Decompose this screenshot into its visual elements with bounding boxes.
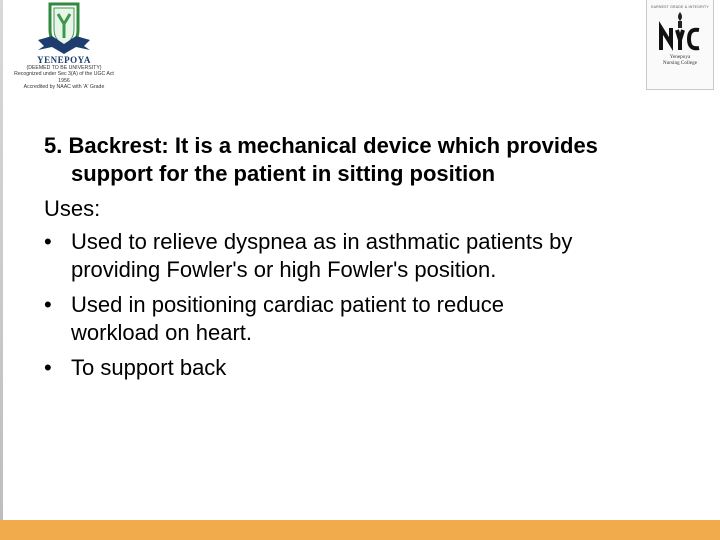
nursing-college-logo: [646, 0, 714, 90]
yenepoya-university-logo: [8, 0, 120, 94]
university-name: YENEPOYA: [37, 55, 91, 65]
slide-content: [44, 132, 684, 389]
list-item-line-2: workload on heart.: [71, 320, 252, 345]
slide-left-edge: [0, 0, 3, 540]
list-item-line-1: To support back: [71, 355, 227, 380]
bullet-icon: •: [44, 355, 52, 380]
bullet-icon: •: [44, 292, 52, 317]
slide-heading: [44, 132, 684, 188]
footer-bar: [0, 520, 720, 540]
bullet-icon: •: [44, 229, 52, 254]
college-badge-text: EARNEST GRADE & INTEGRITY: [651, 5, 709, 9]
list-item: [44, 354, 684, 382]
list-item: [44, 228, 684, 284]
university-recognition: Recognized under Sec 3(A) of the UGC Act 1956: [14, 71, 114, 84]
college-name-line-1: Yenepoya: [669, 54, 691, 60]
slide-heading-line-2: support for the patient in sitting position: [71, 161, 496, 186]
college-name-line-2: Nursing College: [662, 60, 698, 66]
nursing-college-emblem-icon: [657, 10, 703, 54]
uses-list: [44, 228, 684, 382]
list-item: [44, 291, 684, 347]
list-item-line-1: Used to relieve dyspnea as in asthmatic patients by: [71, 229, 573, 254]
university-accreditation: Accredited by NAAC with 'A' Grade: [23, 84, 105, 91]
yenepoya-emblem-icon: [32, 0, 96, 54]
slide-heading-line-1: 5. Backrest: It is a mechanical device which provides: [44, 133, 598, 158]
university-status: (DEEMED TO BE UNIVERSITY): [26, 65, 102, 71]
uses-label: Uses:: [44, 196, 101, 221]
list-item-line-2: providing Fowler's or high Fowler's position.: [71, 257, 497, 282]
list-item-line-1: Used in positioning cardiac patient to reduce: [71, 292, 504, 317]
